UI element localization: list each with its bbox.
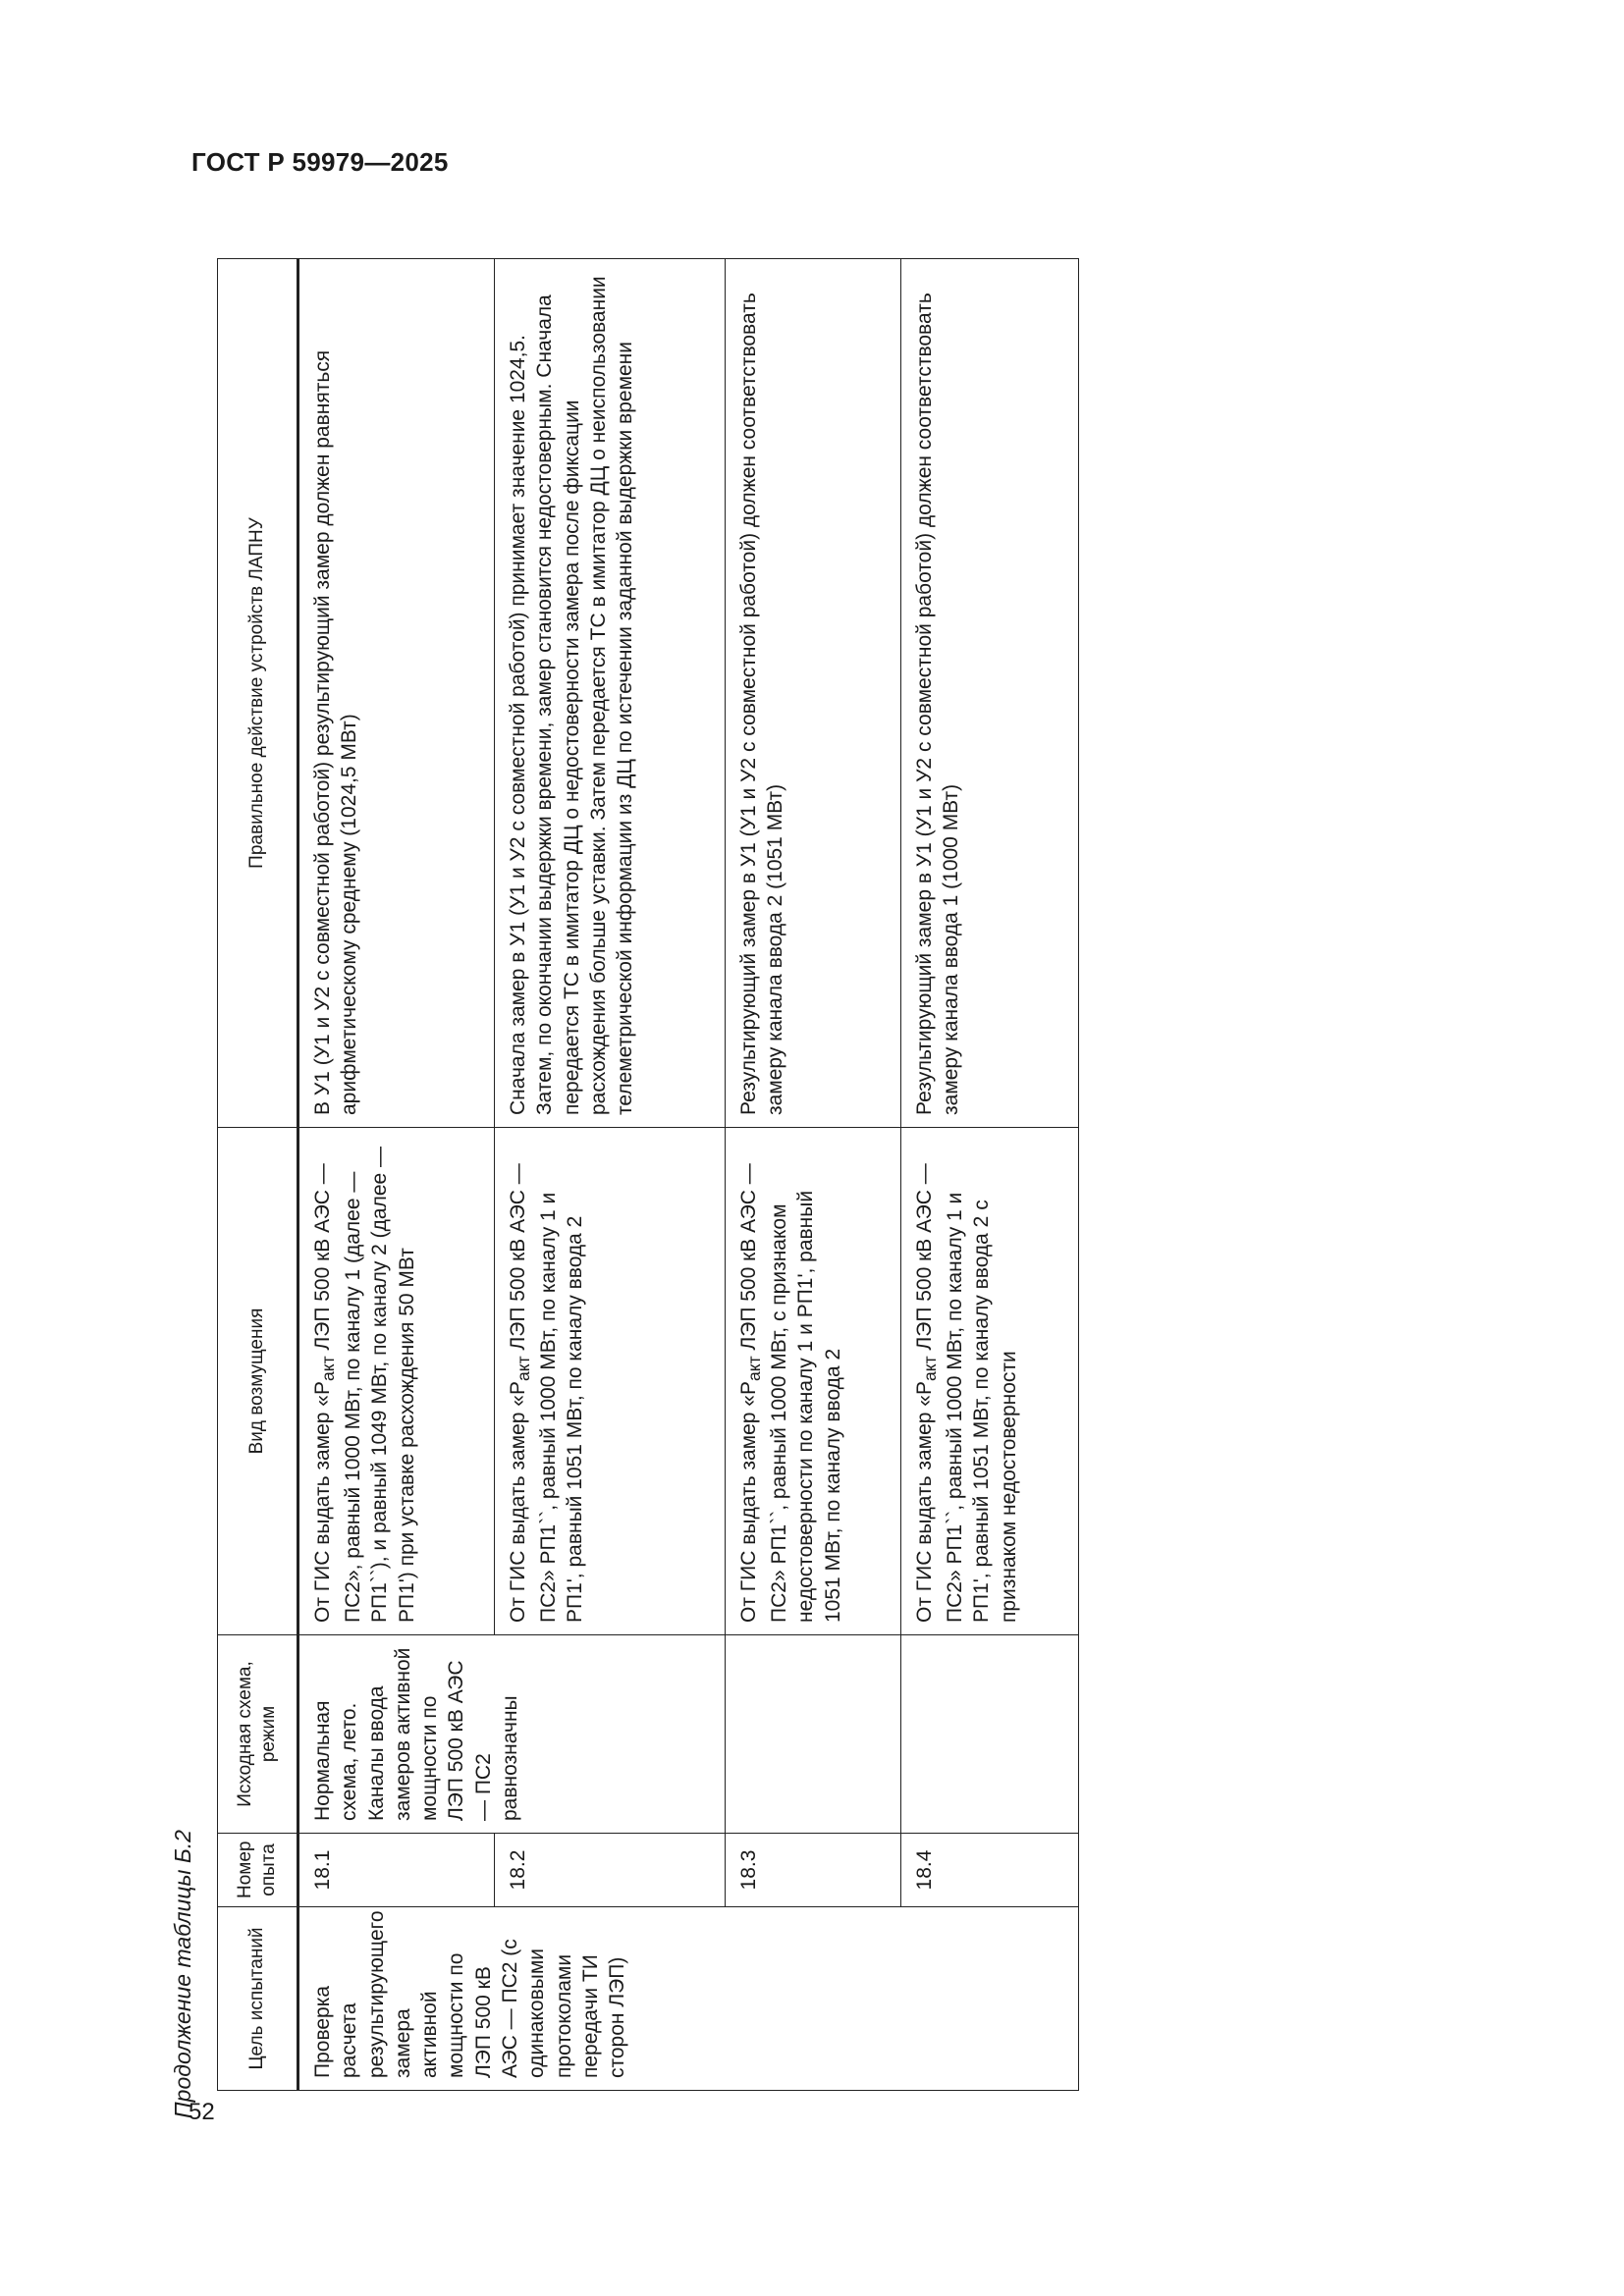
- disturbance-text-start: От ГИС выдать замер «P: [737, 1381, 760, 1623]
- page-number: 52: [189, 2099, 215, 2125]
- test-number: 18.4: [901, 1834, 1079, 1907]
- test-table: [217, 258, 1079, 2091]
- rotated-table-block: [170, 237, 1020, 2118]
- subscript-akt: акт: [514, 1356, 534, 1381]
- disturbance-cell: [726, 1128, 901, 1635]
- test-number: 18.1: [298, 1834, 495, 1907]
- col-header-scheme: Исходная схема, режим: [218, 1635, 298, 1834]
- disturbance-cell: [298, 1128, 495, 1635]
- disturbance-text-end: ЛЭП 500 кВ АЭС — ПС2» РП1``, равный 1000 МВт, по каналу 1 и РП1', равный 1051 МВт, по каналу ввода 2 с признаком недостоверности: [913, 1163, 1020, 1623]
- disturbance-text-end: ЛЭП 500 кВ АЭС — ПС2», равный 1000 МВт, по каналу 1 (далее — РП1``), и равный 1049 МВт, по каналу 2 (далее — РП1') при уставке расхождения 50 МВт: [311, 1146, 418, 1623]
- action-cell: Результирующий замер в У1 (У1 и У2 с совместной работой) должен соответствовать замеру канала ввода 2 (1051 МВт): [726, 259, 901, 1128]
- table-caption: Продолжение таблицы Б.2: [170, 1830, 195, 2118]
- action-cell: Результирующий замер в У1 (У1 и У2 с совместной работой) должен соответствовать замеру канала ввода 1 (1000 МВт): [901, 259, 1079, 1128]
- disturbance-text-start: От ГИС выдать замер «P: [311, 1381, 334, 1623]
- col-header-number: Номер опыта: [218, 1834, 298, 1907]
- table-header-row: [218, 259, 298, 2091]
- disturbance-text-end: ЛЭП 500 кВ АЭС — ПС2» РП1``, равный 1000 МВт, с признаком недостоверности по каналу 1 и РП1', равный 1051 МВт, по каналу ввода 2: [737, 1163, 844, 1623]
- goal-cell: Проверка расчета результирующего замера активной мощности по ЛЭП 500 кВ АЭС — ПС2 (с одинаковыми протоколами передачи ТИ сторон ЛЭП): [298, 1907, 1079, 2091]
- document-header: ГОСТ Р 59979—2025: [191, 147, 449, 177]
- disturbance-text-end: ЛЭП 500 кВ АЭС — ПС2» РП1``, равный 1000 МВт, по каналу 1 и РП1', равный 1051 МВт, по каналу ввода 2: [507, 1163, 587, 1623]
- disturbance-text-start: От ГИС выдать замер «P: [913, 1381, 936, 1623]
- subscript-akt: акт: [920, 1356, 941, 1381]
- col-header-action: Правильное действие устройств ЛАПНУ: [218, 259, 298, 1128]
- table-row: [901, 259, 1079, 2091]
- action-cell: В У1 (У1 и У2 с совместной работой) результирующий замер должен равняться арифметическому среднему (1024,5 МВт): [298, 259, 495, 1128]
- subscript-akt: акт: [744, 1356, 765, 1381]
- disturbance-cell: [495, 1128, 726, 1635]
- test-number: 18.3: [726, 1834, 901, 1907]
- disturbance-text-start: От ГИС выдать замер «P: [507, 1381, 529, 1623]
- table-row: [726, 259, 901, 2091]
- scheme-cell: Нормальная схема, лето. Каналы ввода замеров активной мощности по ЛЭП 500 кВ АЭС — ПС2 равнозначны: [298, 1635, 726, 1834]
- table-row: [298, 259, 495, 2091]
- col-header-disturbance: Вид возмущения: [218, 1128, 298, 1635]
- test-number: 18.2: [495, 1834, 726, 1907]
- subscript-akt: акт: [318, 1356, 339, 1381]
- scheme-cell-empty: [901, 1635, 1079, 1834]
- action-cell: Сначала замер в У1 (У1 и У2 с совместной работой) принимает значение 1024,5. Затем, по окончании выдержки времени, замер становится недостоверным. Сначала передается ТС в имитатор ДЦ о недостоверности замера после фиксации расхождения больше уставки. Затем передается ТС в имитатор ДЦ о неиспользовании телеметрической информации из ДЦ по истечении заданной выдержки времени: [495, 259, 726, 1128]
- col-header-goal: Цель испытаний: [218, 1907, 298, 2091]
- scheme-cell-empty: [726, 1635, 901, 1834]
- disturbance-cell: [901, 1128, 1079, 1635]
